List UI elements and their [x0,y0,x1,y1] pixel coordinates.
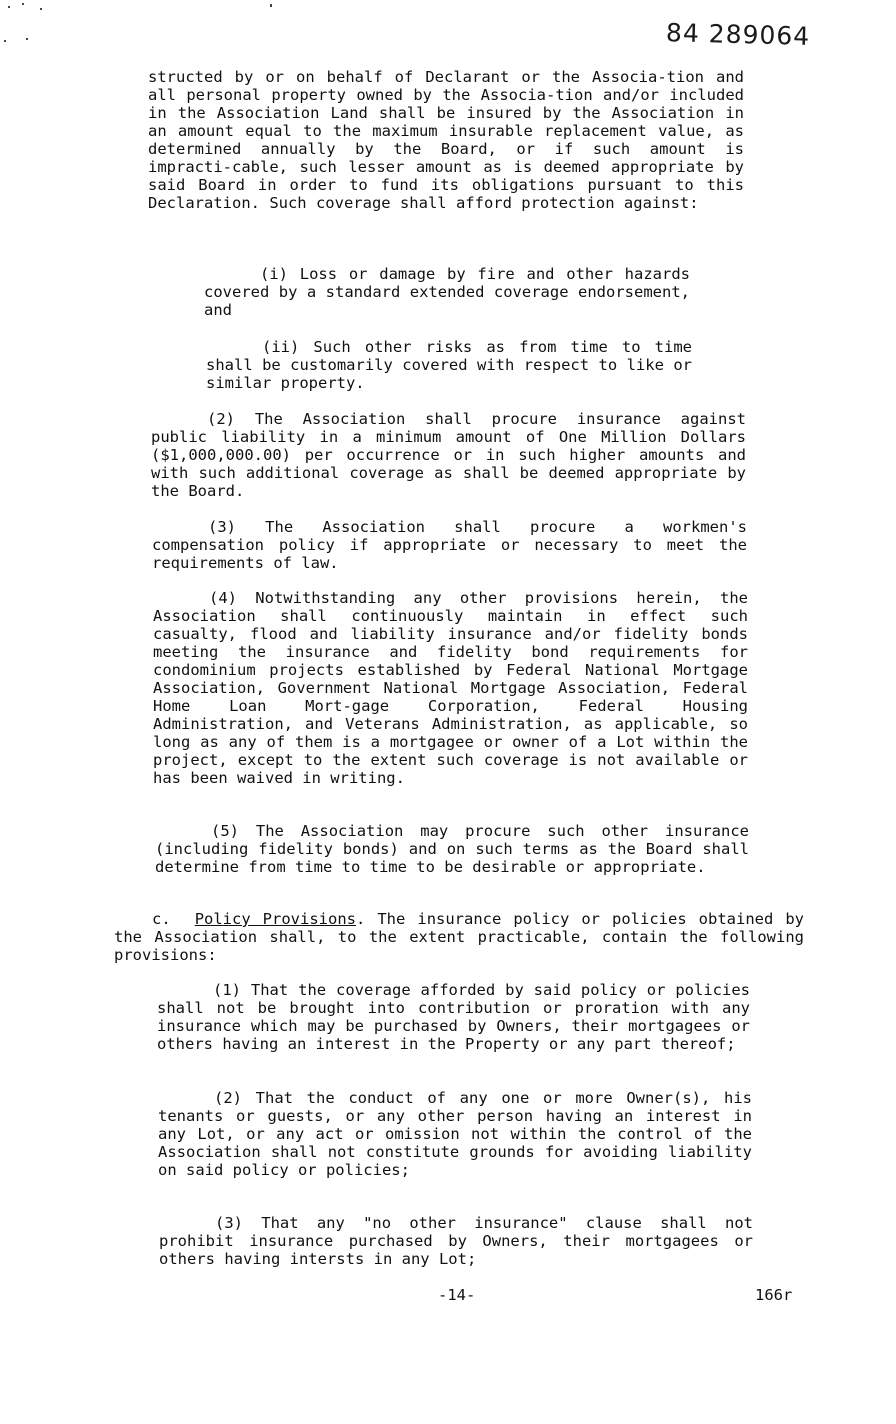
paragraph-4-fidelity-bonds: (4) Notwithstanding any other provisions herein, the Association shall continuously maintain in effect such casualty, flood and liability insurance and/or fidelity bonds meeting the insurance and fidelity bond requirements for condominium projects established by Federal National Mortgage Association, Government National Mortgage Association, Federal Home Loan Mort-gage Corporation, Federal Housing Administration, and Veterans Administration, as applicable, so long as any of them is a mortgagee or owner of a Lot within the project, except to the extent such coverage is not available or has been waived in writing. [153,589,748,787]
provision-3: (3) That any "no other insurance" clause shall not prohibit insurance purchased by Owners, their mortgagees or others having intersts in any Lot; [159,1214,753,1268]
provision-2: (2) That the conduct of any one or more Owner(s), his tenants or guests, or any other person having an interest in any Lot, or any act or omission not within the control of the Association shall not constitute grounds for avoiding liability on said policy or policies; [158,1089,752,1179]
scan-speck [8,6,10,8]
section-c-policy-provisions [114,910,804,964]
scan-speck [26,38,28,40]
scan-speck [22,3,24,5]
scan-speck [4,40,6,42]
paragraph-2-liability: (2) The Association shall procure insurance against public liability in a minimum amount of One Million Dollars ($1,000,000.00) per occurrence or in such higher amounts and with such additional coverage as shall be deemed appropriate by the Board. [151,410,746,500]
provision-1: (1) That the coverage afforded by said policy or policies shall not be brought into contribution or proration with any insurance which may be purchased by Owners, their mortgagees or others having an interest in the Property or any part thereof; [157,981,750,1053]
document-code: 166r [755,1286,793,1304]
paragraph-5-other-insurance: (5) The Association may procure such other insurance (including fidelity bonds) and on such terms as the Board shall determine from time to time to be desirable or appropriate. [155,822,749,876]
scan-speck [270,4,272,7]
paragraph-continuation: structed by or on behalf of Declarant or the Associa-tion and all personal property owned by the Associa-tion and/or included in the Association Land shall be insured by the Association in an amount equal to the maximum insurable replacement value, as determined annually by the Board, or if such amount is impracti-cable, such lesser amount as is deemed appropriate by said Board in order to fund its obligations pursuant to this Declaration. Such coverage shall afford protection against: [148,68,744,212]
scan-speck [40,8,42,10]
document-number-stamp: 84 289064 [665,18,811,51]
clause-i: (i) Loss or damage by fire and other hazards covered by a standard extended coverage endorsement, and [204,265,690,319]
section-letter: c. [152,910,171,928]
clause-ii: (ii) Such other risks as from time to time shall be customarily covered with respect to like or similar property. [206,338,692,392]
section-heading: Policy Provisions [194,910,357,928]
page-number: -14- [438,1286,476,1304]
section-text: . The insurance policy or policies obtained by the Association shall, to the extent practicable, contain the following provisions: [114,910,805,964]
paragraph-3-workmens-compensation: (3) The Association shall procure a workmen's compensation policy if appropriate or necessary to meet the requirements of law. [152,518,747,572]
